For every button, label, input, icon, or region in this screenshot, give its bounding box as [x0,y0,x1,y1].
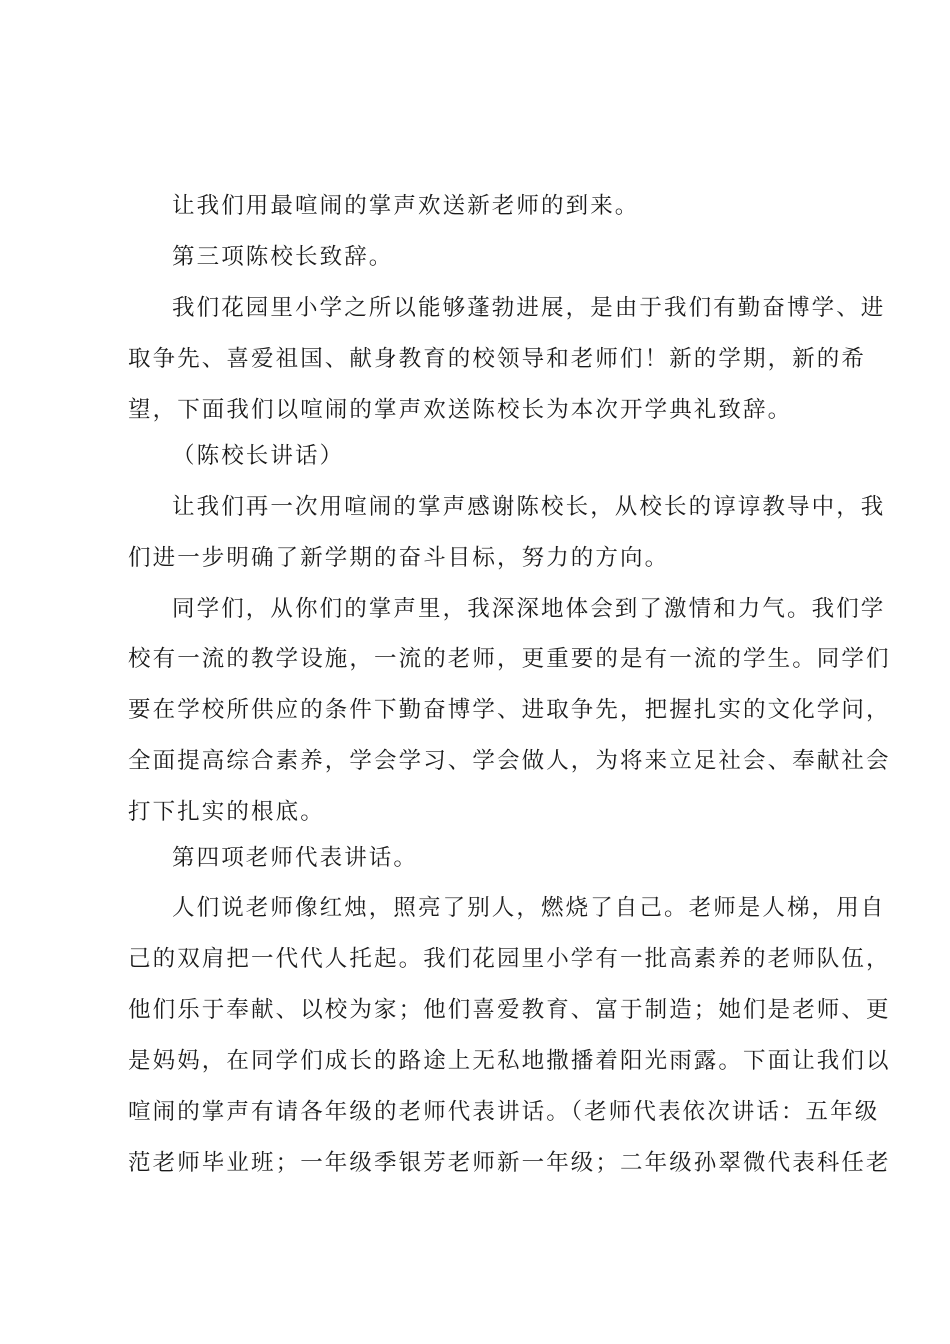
text-line: 范老师毕业班；一年级季银芳老师新一年级；二年级孙翠微代表科任老 [128,1150,891,1176]
text-line: 望，下面我们以喧闹的掌声欢送陈校长为本次开学典礼致辞。 [128,397,793,423]
text-line: 喧闹的掌声有请各年级的老师代表讲话。（老师代表依次讲话：五年级 [128,1099,880,1125]
text-line: 他们乐于奉献、以校为家；他们喜爱教育、富于制造；她们是老师、更 [128,997,891,1023]
text-line: 己的双肩把一代代人托起。我们花园里小学有一批高素养的老师队伍， [128,946,891,972]
text-line: 人们说老师像红烛，照亮了别人，燃烧了自己。老师是人梯，用自 [172,895,886,921]
text-line: 让我们用最喧闹的掌声欢送新老师的到来。 [172,193,640,219]
text-line: 让我们再一次用喧闹的掌声感谢陈校长，从校长的谆谆教导中，我 [172,494,886,520]
section-heading: 第三项陈校长致辞。 [172,244,394,270]
text-line: 要在学校所供应的条件下勤奋博学、进取争先，把握扎实的文化学问， [128,697,891,723]
text-line: 我们花园里小学之所以能够蓬勃进展，是由于我们有勤奋博学、进 [172,295,886,321]
text-line: 打下扎实的根底。 [128,799,325,825]
text-line: 同学们，从你们的掌声里，我深深地体会到了激情和力气。我们学 [172,596,886,622]
text-line: 校有一流的教学设施，一流的老师，更重要的是有一流的学生。同学们 [128,646,891,672]
section-heading: 第四项老师代表讲话。 [172,845,419,871]
text-line: 取争先、喜爱祖国、献身教育的校领导和老师们！新的学期，新的希 [128,346,867,372]
text-line: 全面提高综合素养，学会学习、学会做人，为将来立足社会、奉献社会 [128,748,891,774]
text-line: 是妈妈，在同学们成长的路途上无私地撒播着阳光雨露。下面让我们以 [128,1048,891,1074]
text-line: （陈校长讲话） [172,443,345,469]
text-line: 们进一步明确了新学期的奋斗目标，努力的方向。 [128,545,670,571]
